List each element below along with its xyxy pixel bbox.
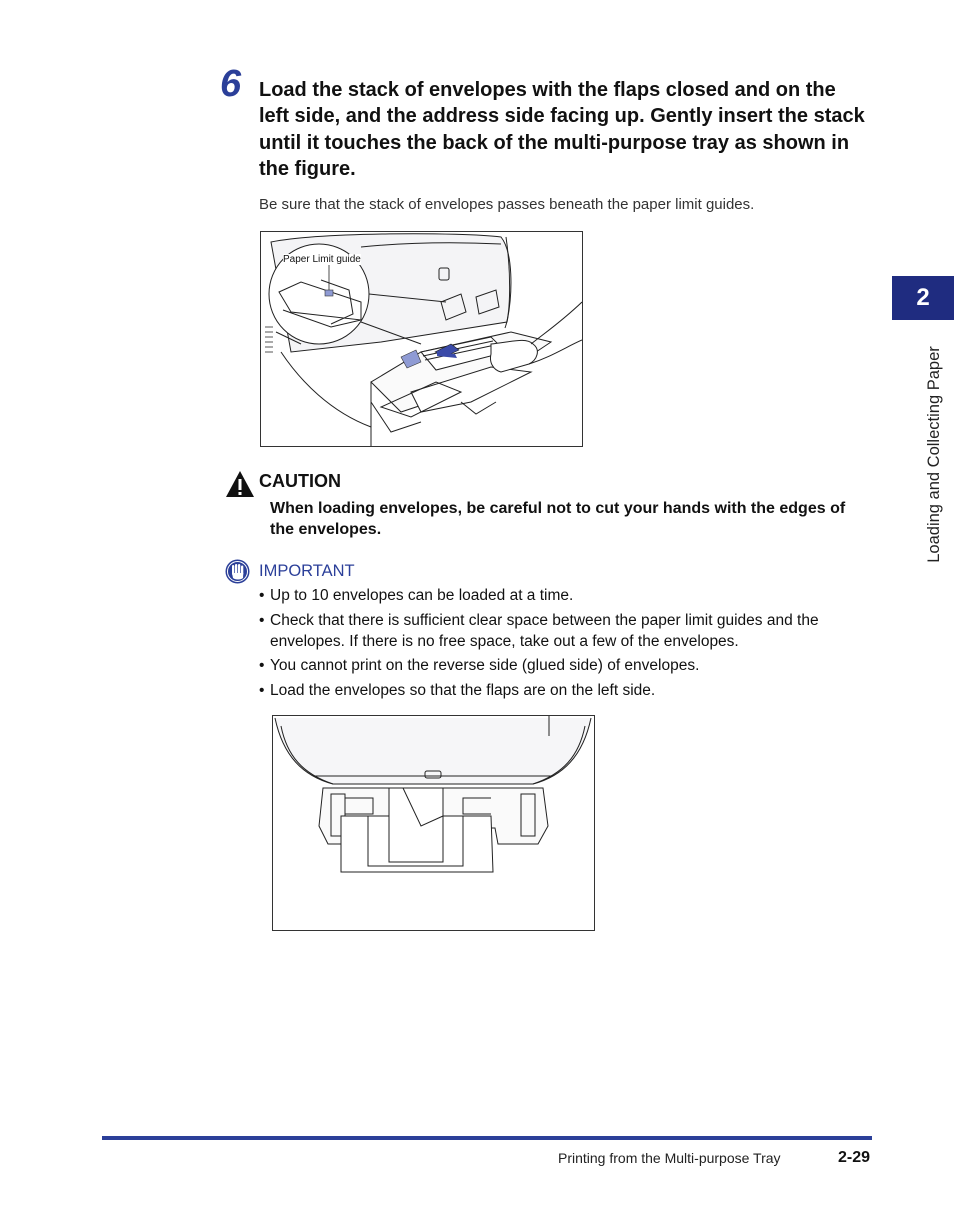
footer-section-title: Printing from the Multi-purpose Tray (558, 1150, 781, 1166)
page-number: 2-29 (838, 1149, 871, 1166)
list-item: • Check that there is sufficient clear space between the paper limit guides and the envelopes. If there is no free space, take out a few of the envelopes. (259, 610, 869, 652)
figure-envelope-orientation (272, 715, 595, 931)
caution-title: CAUTION (259, 471, 341, 491)
important-title: IMPORTANT (259, 562, 355, 580)
chapter-title-vertical (923, 330, 945, 578)
stop-hand-icon (225, 559, 250, 584)
important-list (259, 585, 869, 704)
footer-rule (102, 1136, 872, 1140)
chapter-title-text: Loading and Collecting Paper (924, 345, 943, 563)
paper-limit-guide-label: Paper Limit guide (283, 254, 361, 265)
list-item: • You cannot print on the reverse side (glued side) of envelopes. (259, 655, 869, 676)
warning-triangle-icon (225, 470, 255, 498)
chapter-tab: 2 (892, 276, 954, 320)
step-number: 6 (220, 63, 242, 105)
list-item: • Load the envelopes so that the flaps are on the left side. (259, 680, 869, 701)
tray-front-illustration (273, 716, 594, 930)
step-heading: Load the stack of envelopes with the flaps closed and on the left side, and the address side facing up. Gently insert the stack until it touches the back of the multi-purpose tray as shown in the figure. (259, 79, 865, 180)
list-item: • Up to 10 envelopes can be loaded at a time. (259, 585, 869, 606)
caution-text: When loading envelopes, be careful not to cut your hands with the edges of the envelopes. (270, 500, 846, 538)
step-note: Be sure that the stack of envelopes passes beneath the paper limit guides. (259, 196, 755, 213)
figure-loading-envelopes (260, 231, 583, 447)
